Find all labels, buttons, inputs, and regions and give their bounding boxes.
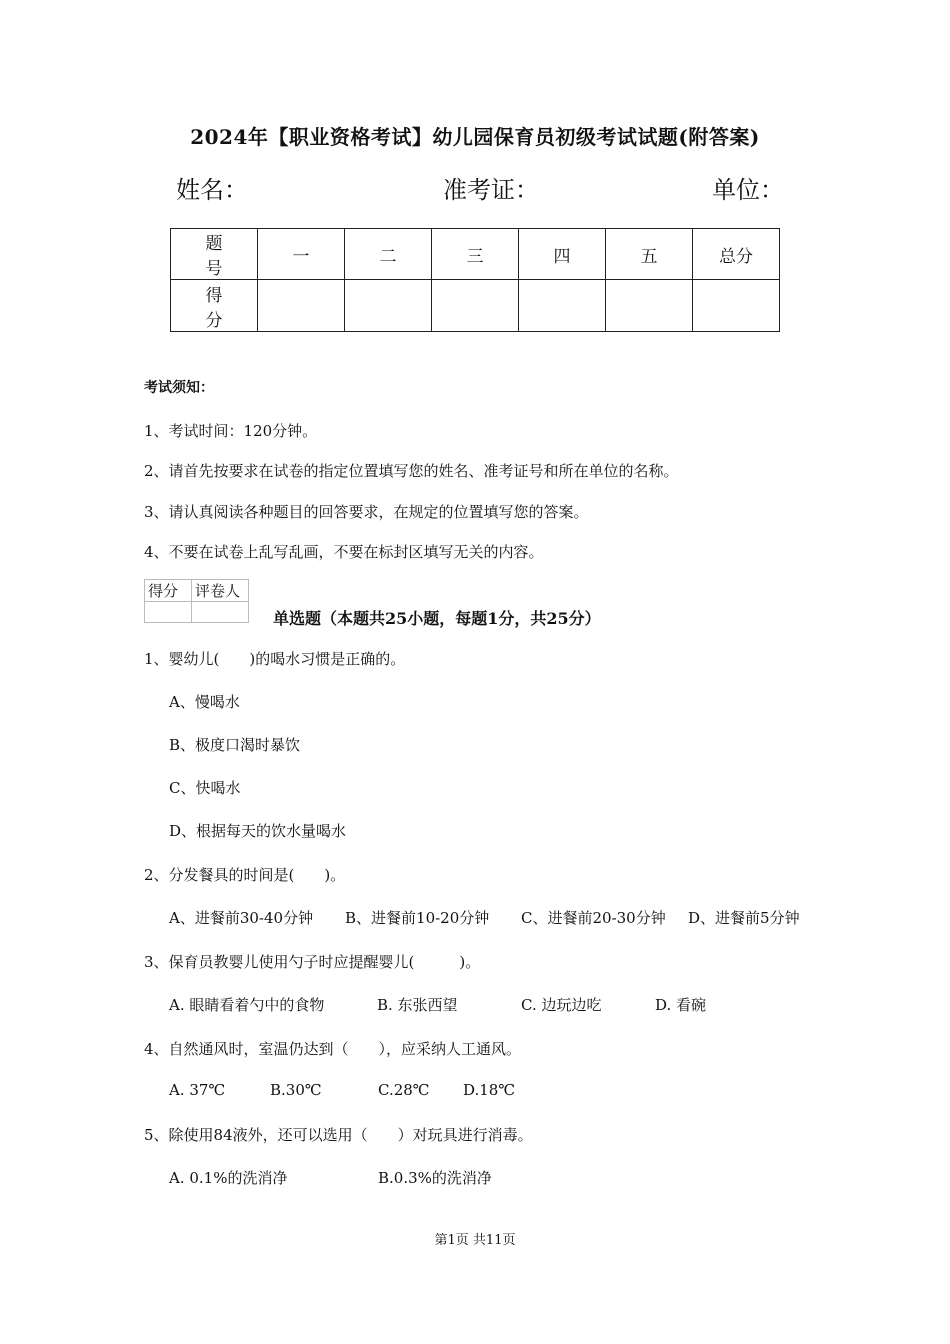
option-c: C. 边玩边吃 — [521, 996, 602, 1014]
total-score-cell[interactable] — [693, 280, 780, 332]
question-text: 2、分发餐具的时间是( )。 — [144, 866, 346, 884]
total-header: 总分 — [693, 229, 780, 280]
section-title: 单选题（本题共25小题，每题1分，共25分） — [273, 609, 601, 628]
question-text: 4、自然通风时，室温仍达到（ ），应采纳人工通风。 — [144, 1040, 522, 1058]
question-text: 3、保育员教婴儿使用勺子时应提醒婴儿( )。 — [144, 953, 481, 971]
name-field-label: 姓名： — [176, 176, 248, 204]
section-1-header: 一 — [258, 229, 345, 280]
option-b: B、进餐前10-20分钟 — [345, 909, 490, 927]
score-cell[interactable] — [345, 280, 432, 332]
option-d: D.18℃ — [463, 1081, 516, 1099]
grader-box — [144, 579, 249, 623]
notice-item: 4、不要在试卷上乱写乱画，不要在标封区填写无关的内容。 — [144, 543, 544, 561]
score-table — [170, 228, 780, 332]
option-c: C、进餐前20-30分钟 — [521, 909, 666, 927]
option-b: B. 东张西望 — [377, 996, 458, 1014]
option-c: C、快喝水 — [169, 779, 241, 797]
grader-score-cell[interactable] — [145, 602, 192, 623]
grader-score-label: 得分 — [145, 580, 192, 602]
section-5-header: 五 — [606, 229, 693, 280]
page-title: 2024年【职业资格考试】幼儿园保育员初级考试试题(附答案) — [190, 125, 760, 149]
grader-name-cell[interactable] — [192, 602, 249, 623]
score-cell[interactable] — [432, 280, 519, 332]
page-footer: 第1页 共11页 — [434, 1233, 516, 1248]
notice-item: 1、考试时间：120分钟。 — [144, 422, 318, 440]
section-2-header: 二 — [345, 229, 432, 280]
option-a: A、慢喝水 — [169, 693, 240, 711]
notice-item: 3、请认真阅读各种题目的回答要求，在规定的位置填写您的答案。 — [144, 503, 589, 521]
option-c: C.28℃ — [378, 1081, 430, 1099]
option-d: D. 看碗 — [655, 996, 707, 1014]
option-b: B.0.3%的洗消净 — [378, 1169, 492, 1187]
section-3-header: 三 — [432, 229, 519, 280]
score-cell[interactable] — [606, 280, 693, 332]
option-b: B、极度口渴时暴饮 — [169, 736, 301, 754]
notice-item: 2、请首先按要求在试卷的指定位置填写您的姓名、准考证号和所在单位的名称。 — [144, 462, 679, 480]
score-table-score-row — [171, 280, 780, 332]
option-d: D、根据每天的饮水量喝水 — [169, 822, 347, 840]
option-a: A、进餐前30-40分钟 — [169, 909, 314, 927]
exam-number-field-label: 准考证： — [443, 176, 539, 204]
unit-field-label: 单位： — [712, 176, 784, 204]
option-b: B.30℃ — [270, 1081, 322, 1099]
option-d: D、进餐前5分钟 — [688, 909, 800, 927]
question-text: 5、除使用84液外，还可以选用（ ）对玩具进行消毒。 — [144, 1126, 533, 1144]
score-table-header-row — [171, 229, 780, 280]
notice-heading: 考试须知： — [144, 380, 214, 396]
question-text: 1、婴幼儿( )的喝水习惯是正确的。 — [144, 650, 406, 668]
score-cell[interactable] — [519, 280, 606, 332]
section-4-header: 四 — [519, 229, 606, 280]
option-a: A. 眼睛看着勺中的食物 — [169, 996, 325, 1014]
question-number-label: 题 号 — [171, 229, 258, 280]
option-a: A. 0.1%的洗消净 — [169, 1169, 288, 1187]
grader-name-label: 评卷人 — [192, 580, 249, 602]
score-label: 得 分 — [171, 280, 258, 332]
option-a: A. 37℃ — [169, 1081, 226, 1099]
